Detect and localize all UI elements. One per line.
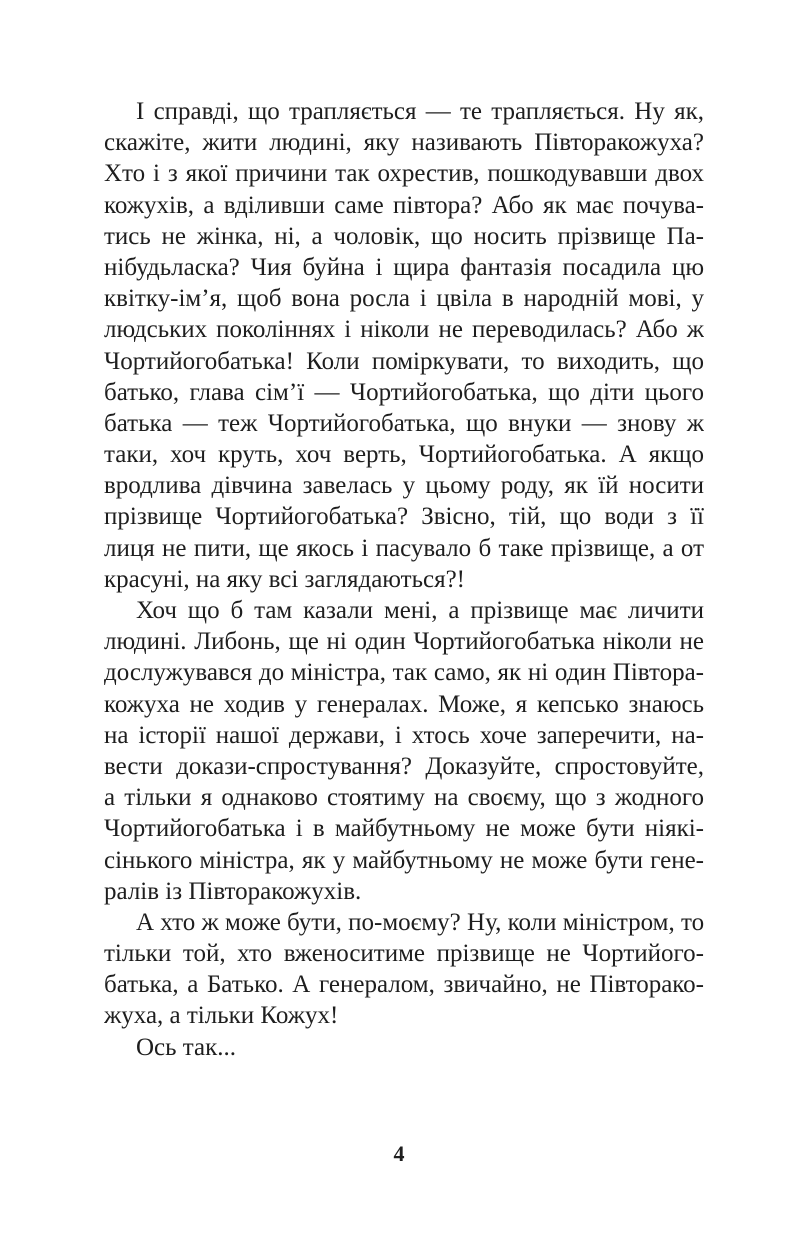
text-line: тись не жінка, ні, а чоловік, що носить прізвище Па- <box>104 222 704 250</box>
text-line: Хоч що б там казали мені, а прізвище має личити <box>136 597 704 624</box>
text-line: батька, а Батько. А генералом, звичайно, не Півторако- <box>104 971 704 999</box>
text-line: А хто ж може бути, по-моєму? Ну, коли міністром, то <box>136 908 704 936</box>
text-line: нібудьласка? Чия буйна і щира фантазія посадила цю <box>104 253 704 281</box>
text-line: жуха, а тільки Кожух! <box>104 1002 339 1030</box>
text-line: І справді, що трапляється — те трапляється. Ну як, <box>136 98 704 125</box>
text-line: людині. Либонь, ще ні один Чортийогобатька ніколи не <box>104 628 704 656</box>
body-text <box>104 96 704 1063</box>
text-line: батька — теж Чортийогобатька, що внуки — знову ж <box>104 409 704 437</box>
page-number: 4 <box>393 1141 405 1166</box>
text-line: кожуха не ходив у генералах. Може, я кепсько знаюсь <box>104 690 704 718</box>
text-line: а тільки я однаково стоятиму на своєму, що з жодного <box>104 784 704 812</box>
text-line: Чортийогобатька і в майбутньому не може бути ніякі- <box>104 815 704 843</box>
text-line: тільки той, хто вженоситиме прізвище не Чортийого- <box>104 940 704 968</box>
text-line: скажіте, жити людині, яку називають Півторакожуха? <box>104 129 704 157</box>
text-line: Чортийогобатька! Коли поміркувати, то виходить, що <box>104 347 704 375</box>
text-line: таки, хоч круть, хоч верть, Чортийогобатька. А якщо <box>104 441 704 469</box>
text-line: дослужувався до міністра, так само, як ні один Півтора- <box>104 659 704 687</box>
text-line: Ось так... <box>136 1033 237 1061</box>
text-line: вести докази-спростування? Доказуйте, спростовуйте, <box>104 752 704 780</box>
text-line: на історії нашої держави, і хтось хоче заперечити, на- <box>104 721 704 749</box>
text-line: вродлива дівчина завелась у цьому роду, як їй носити <box>104 472 704 500</box>
text-line: лиця не пити, ще якось і пасувало б таке прізвище, а от <box>104 534 704 562</box>
text-line: кожухів, а вділивши саме півтора? Або як має почува- <box>104 191 704 219</box>
text-line: красуні, на яку всі заглядаються?! <box>104 565 465 593</box>
text-line: батько, глава сім’ї — Чортийогобатька, що діти цього <box>104 378 704 406</box>
text-line: сінького міністра, як у майбутньому не може бути гене- <box>104 846 704 874</box>
text-line: квітку-ім’я, щоб вона росла і цвіла в народній мові, у <box>104 285 704 313</box>
text-line: прізвище Чортийогобатька? Звісно, тій, що води з її <box>104 503 704 531</box>
text-line: людських поколіннях і ніколи не переводилась? Або ж <box>104 316 704 344</box>
text-line: ралів із Півторакожухів. <box>104 877 362 905</box>
text-line: Хто і з якої причини так охрестив, пошкодувавши двох <box>104 160 704 188</box>
